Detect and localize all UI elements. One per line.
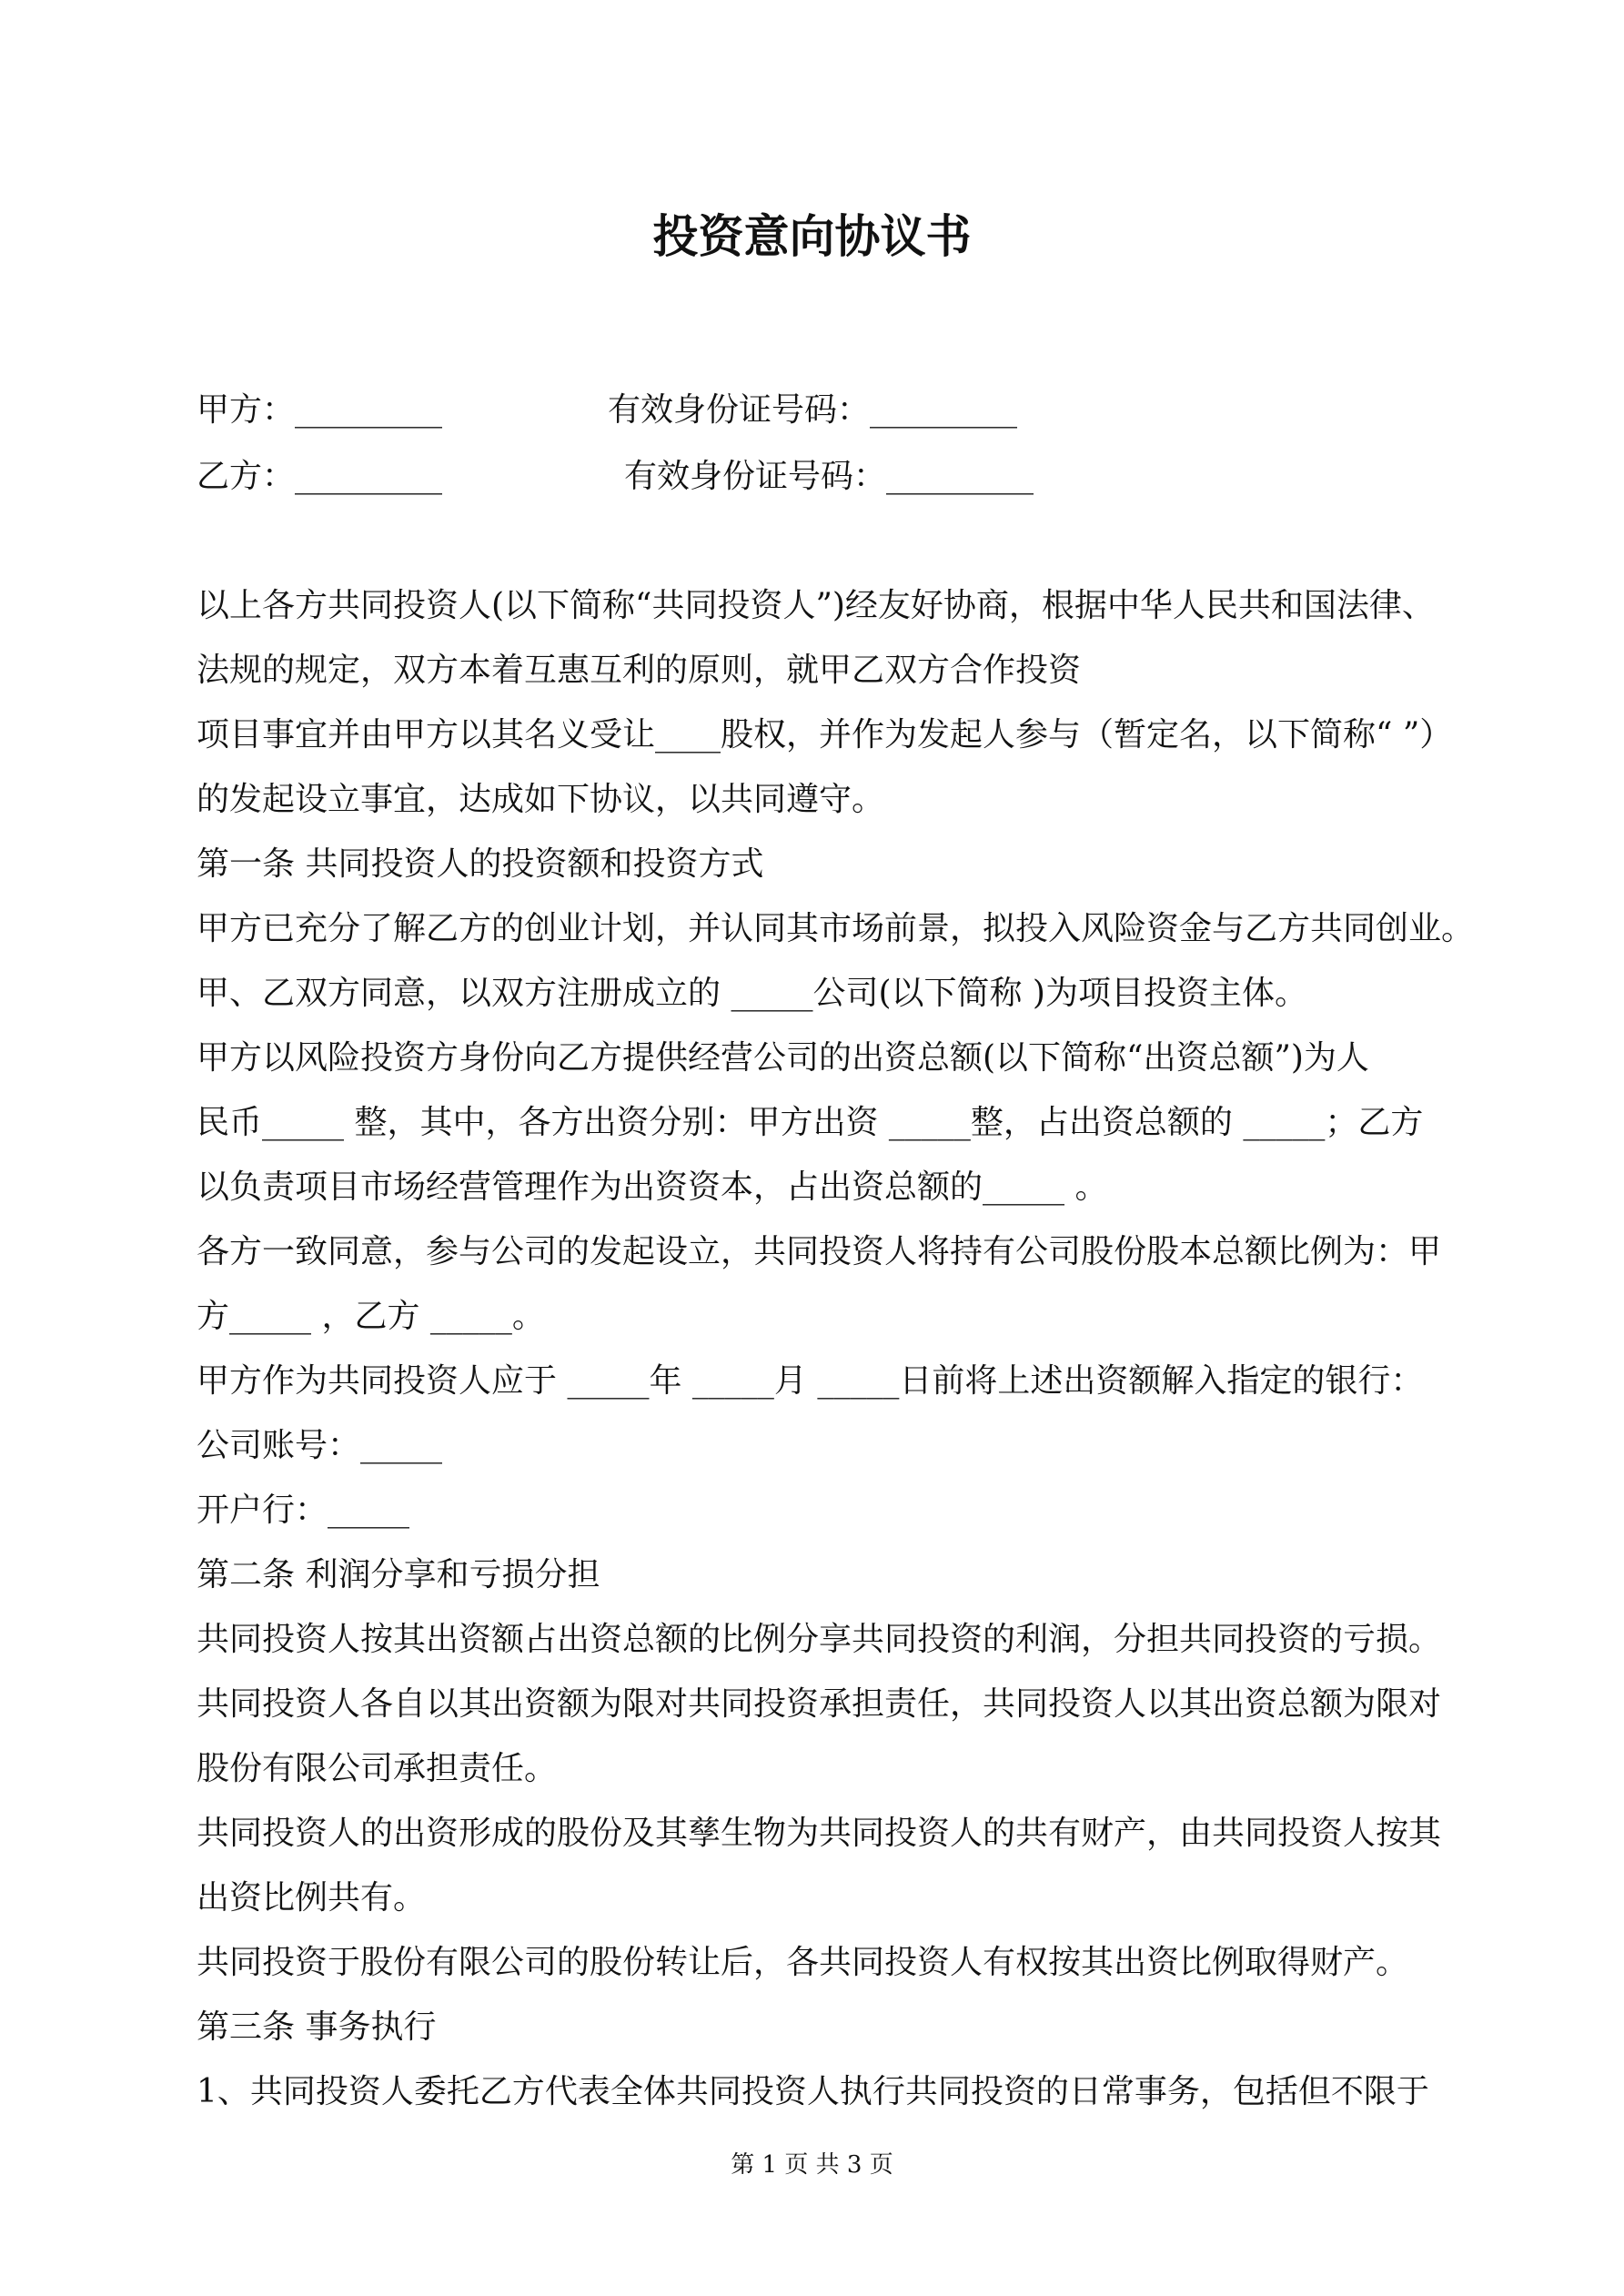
paragraph-line: 甲方作为共同投资人应于 _____年 _____月 _____日前将上述出资额解入指定的银行： [197,1362,1424,1400]
paragraph-line: 的发起设立事宜，达成如下协议，以共同遵守。 [197,781,885,818]
party-b-id-field: 有效身份证号码：_________ [624,458,1034,495]
agreement-body [197,573,1475,2124]
paragraph-line: 出资比例共有。 [197,1879,427,1917]
paragraph-line: 法规的规定，双方本着互惠互利的原则，就甲乙双方合作投资 [197,652,1082,689]
paragraph-line: 共同投资人各自以其出资额为限对共同投资承担责任，共同投资人以其出资总额为限对 [197,1685,1442,1723]
party-a-field: 甲方：_________ [197,391,443,429]
paragraph-line: 民币_____ 整，其中，各方出资分别：甲方出资 _____整，占出资总额的 _____；乙方 [197,1104,1424,1141]
paragraph-line: 方_____ ，乙方 _____。 [197,1298,545,1335]
paragraph-line: 第三条 事务执行 [197,2008,437,2046]
party-b-field: 乙方：_________ [197,458,443,495]
paragraph-line: 甲、乙双方同意，以双方注册成立的 _____公司(以下简称 )为项目投资主体。 [197,975,1307,1012]
page-number: 第 1 页 共 3 页 [731,2151,893,2179]
paragraph-line: 股份有限公司承担责任。 [197,1750,558,1787]
paragraph-line: 以负责项目市场经营管理作为出资资本，占出资总额的_____ 。 [197,1168,1108,1206]
paragraph-line: 公司账号：_____ [197,1427,443,1464]
paragraph-line: 各方一致同意，参与公司的发起设立，共同投资人将持有公司股份股本总额比例为：甲 [197,1233,1442,1270]
paragraph-line: 共同投资于股份有限公司的股份转让后，各共同投资人有权按其出资比例取得财产。 [197,1944,1409,1981]
paragraph-line: 第二条 利润分享和亏损分担 [197,1556,600,1593]
document-title: 投资意向协议书 [652,209,972,263]
paragraph-line: 第一条 共同投资人的投资额和投资方式 [197,845,764,883]
paragraph-line: 共同投资人的出资形成的股份及其孳生物为共同投资人的共有财产，由共同投资人按其 [197,1815,1442,1852]
paragraph-line: 甲方以风险投资方身份向乙方提供经营公司的出资总额(以下简称“出资总额”)为人 [197,1039,1369,1077]
paragraph-line: 项目事宜并由甲方以其名义受让____股权，并作为发起人参与（暂定名，以下简称“ ”） [197,716,1453,754]
party-a-id-field: 有效身份证号码：_________ [608,391,1018,429]
paragraph-line: 共同投资人按其出资额占出资总额的比例分享共同投资的利润，分担共同投资的亏损。 [197,1621,1442,1658]
paragraph-line: 甲方已充分了解乙方的创业计划，并认同其市场前景，拟投入风险资金与乙方共同创业。 [197,910,1475,947]
paragraph-line: 1、共同投资人委托乙方代表全体共同投资人执行共同投资的日常事务，包括但不限于 [197,2073,1429,2110]
paragraph-line: 以上各方共同投资人(以下简称“共同投资人”)经友好协商，根据中华人民共和国法律、 [197,587,1435,624]
paragraph-line: 开户行：_____ [197,1492,410,1529]
